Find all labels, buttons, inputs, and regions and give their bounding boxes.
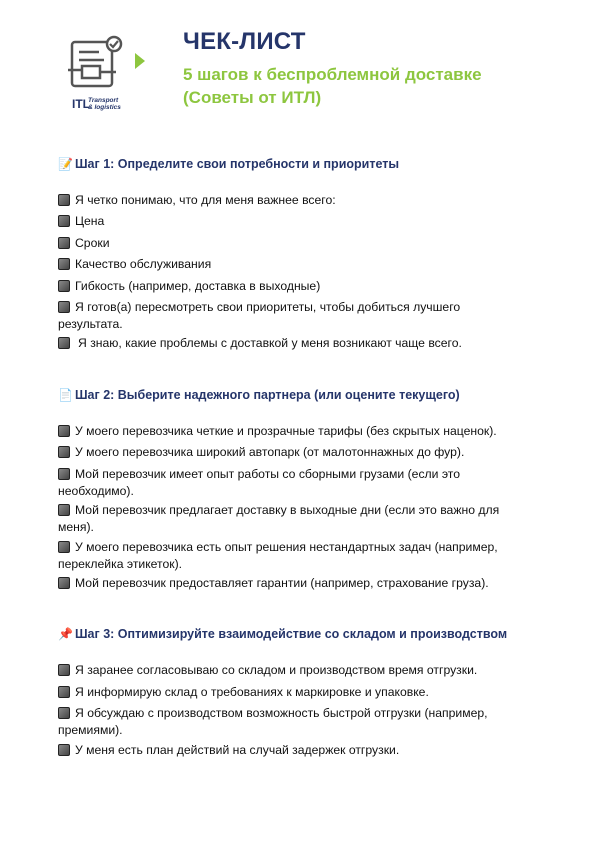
checklist-item[interactable]: У меня есть план действий на случай задержек отгрузки. <box>58 742 548 759</box>
subtitle-line-2: (Советы от ИТЛ) <box>183 88 322 107</box>
checkbox[interactable] <box>58 541 70 553</box>
pushpin-icon: 📌 <box>58 627 73 641</box>
brand-line-1: Transport <box>88 97 119 104</box>
checkbox[interactable] <box>58 468 70 480</box>
checklist-item[interactable]: У моего перевозчика есть опыт решения нестандартных задач (например, переклейка этикеток). <box>58 540 498 571</box>
checkbox[interactable] <box>58 664 70 676</box>
step-1-heading: 📝 Шаг 1: Определите свои потребности и приоритеты <box>58 157 400 171</box>
checklist-item[interactable]: Я четко понимаю, что для меня важнее всего: <box>58 192 548 209</box>
checklist-item[interactable]: Я обсуждаю с производством возможность быстрой отгрузки (например, премиями). <box>58 706 488 737</box>
brand-mark: ITL <box>72 97 90 111</box>
step-3-heading: 📌 Шаг 3: Оптимизируйте взаимодействие со складом и производством <box>58 627 508 641</box>
checkbox[interactable] <box>58 301 70 313</box>
checklist-item[interactable]: Цена <box>58 213 548 230</box>
checkbox[interactable] <box>58 237 70 249</box>
page-title: ЧЕК-ЛИСТ <box>183 28 306 55</box>
checklist-item[interactable]: У моего перевозчика широкий автопарк (от малотоннажных до фур). <box>58 444 548 461</box>
checkbox[interactable] <box>58 744 70 756</box>
checkbox[interactable] <box>58 425 70 437</box>
checkbox[interactable] <box>58 215 70 227</box>
checkbox[interactable] <box>58 504 70 516</box>
subtitle-line-1: 5 шагов к беспроблемной доставке <box>183 65 482 84</box>
checklist-item[interactable]: Мой перевозчик имеет опыт работы со сборными грузами (если это необходимо). <box>58 467 461 498</box>
checkbox[interactable] <box>58 194 70 206</box>
page-icon: 📄 <box>58 388 73 402</box>
checkbox[interactable] <box>58 337 70 349</box>
brand-name <box>88 97 121 111</box>
memo-icon: 📝 <box>58 157 73 171</box>
checklist-item[interactable]: Мой перевозчик предлагает доставку в выходные дни (если это важно для меня). <box>58 503 500 534</box>
checklist-item[interactable]: Я информирую склад о требованиях к маркировке и упаковке. <box>58 684 548 701</box>
arrow-icon <box>135 53 145 69</box>
checklist-item[interactable]: У моего перевозчика четкие и прозрачные тарифы (без скрытых наценок). <box>58 423 548 440</box>
checklist-item[interactable]: Мой перевозчик предоставляет гарантии (например, страхование груза). <box>58 575 548 592</box>
checklist-item[interactable]: Сроки <box>58 235 548 252</box>
checklist-item[interactable]: Я заранее согласовываю со складом и производством время отгрузки. <box>58 662 548 679</box>
checkbox[interactable] <box>58 258 70 270</box>
checklist-item[interactable]: Качество обслуживания <box>58 256 548 273</box>
checklist-item[interactable]: Я готов(а) пересмотреть свои приоритеты, чтобы добиться лучшего результата. <box>58 300 461 331</box>
checkbox[interactable] <box>58 446 70 458</box>
step-2-heading: 📄 Шаг 2: Выберите надежного партнера (или оцените текущего) <box>58 388 460 402</box>
page-subtitle <box>183 63 482 109</box>
checkbox[interactable] <box>58 707 70 719</box>
checklist-item[interactable]: Я знаю, какие проблемы с доставкой у меня возникают чаще всего. <box>58 335 548 352</box>
checkbox[interactable] <box>58 577 70 589</box>
checkbox[interactable] <box>58 280 70 292</box>
header <box>0 0 595 130</box>
checkbox[interactable] <box>58 686 70 698</box>
brand-line-2: & logistics <box>88 104 121 111</box>
checklist-item[interactable]: Гибкость (например, доставка в выходные) <box>58 278 548 295</box>
